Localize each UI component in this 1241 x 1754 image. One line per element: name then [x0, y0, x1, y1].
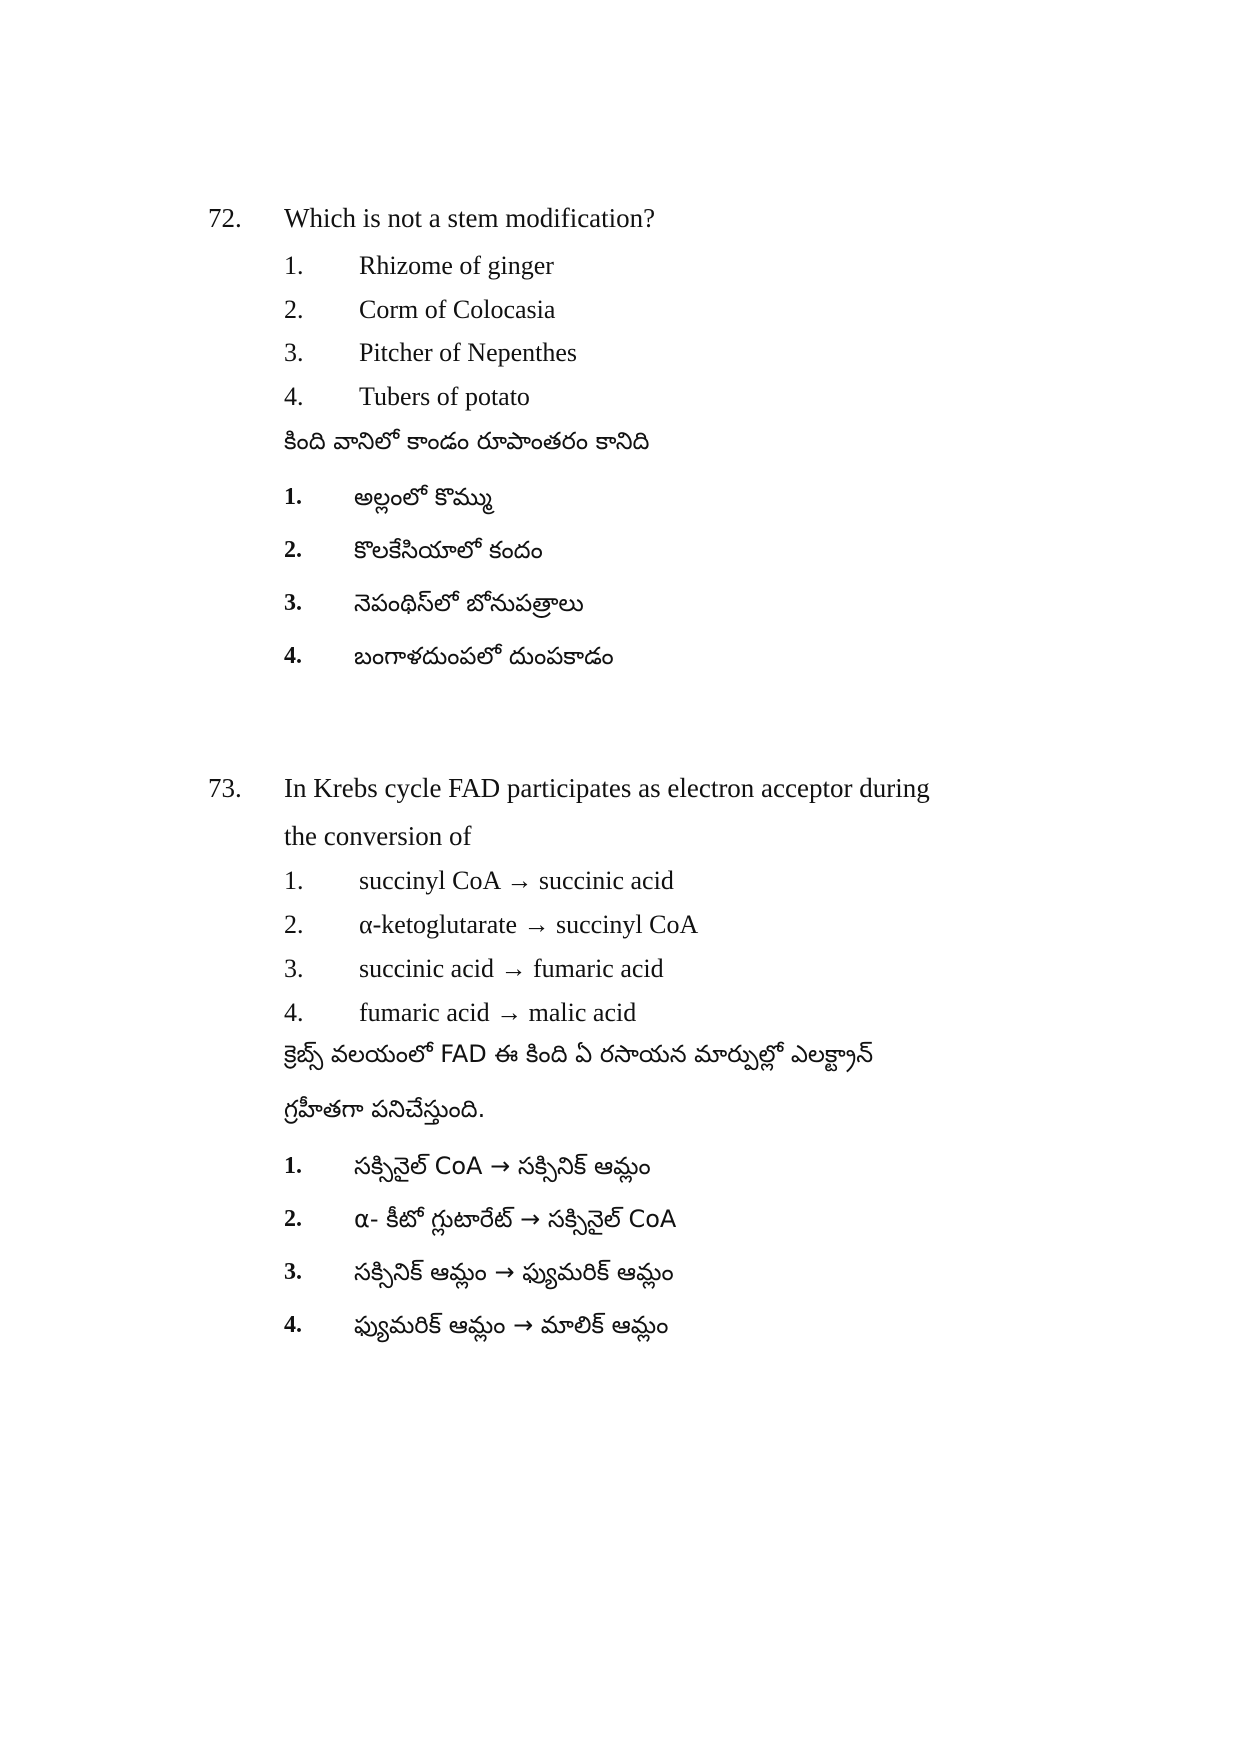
- option-number: 2.: [284, 1206, 302, 1232]
- option-number: 4.: [284, 998, 304, 1027]
- option-text: succinic acid → fumaric acid: [359, 954, 664, 983]
- option-number: 3.: [284, 338, 304, 367]
- question-text-english-line-2: the conversion of: [284, 821, 472, 851]
- option-text: α-ketoglutarate → succinyl CoA: [359, 910, 699, 939]
- option-number: 2.: [284, 537, 302, 563]
- option-text: ఫ్యుమరిక్ ఆమ్లం → మాలిక్ ఆమ్లం: [354, 1311, 669, 1339]
- option-text: succinyl CoA → succinic acid: [359, 866, 674, 895]
- option-text: Corm of Colocasia: [359, 295, 556, 324]
- option-text: సక్సినైల్ CoA → సక్సినిక్ ఆమ్లం: [354, 1152, 651, 1180]
- question-text-english: Which is not a stem modification?: [284, 203, 656, 233]
- option-text: Tubers of potato: [359, 382, 530, 411]
- option-number: 3.: [284, 590, 302, 616]
- question-text-english-line-1: In Krebs cycle FAD participates as electron acceptor during: [284, 773, 930, 803]
- option-text: fumaric acid → malic acid: [359, 998, 637, 1027]
- option-text: బంగాళదుంపలో దుంపకాడం: [354, 642, 614, 670]
- option-text: సక్సినిక్ ఆమ్లం → ఫ్యుమరిక్ ఆమ్లం: [354, 1258, 674, 1286]
- option-number: 4.: [284, 382, 304, 411]
- option-number: 1.: [284, 251, 304, 280]
- option-text: కొలకేసియాలో కందం: [354, 536, 543, 564]
- option-text: అల్లంలో కొమ్ము: [354, 483, 492, 511]
- option-number: 4.: [284, 643, 302, 669]
- option-number: 2.: [284, 910, 304, 939]
- option-number: 1.: [284, 484, 302, 510]
- question-number: 73.: [208, 773, 242, 803]
- option-number: 2.: [284, 295, 304, 324]
- question-text-telugu-line-2: గ్రహీతగా పనిచేస్తుంది.: [284, 1095, 486, 1123]
- option-text: α- కీటో గ్లుటారేట్ → సక్సినైల్ CoA: [354, 1205, 677, 1233]
- option-number: 3.: [284, 1259, 302, 1285]
- option-text: Pitcher of Nepenthes: [359, 338, 578, 367]
- question-text-telugu-line-1: క్రెబ్స్ వలయంలో FAD ఈ కింది ఏ రసాయన మార్పుల్లో ఎలక్ట్రాన్: [284, 1040, 874, 1068]
- option-text: Rhizome of ginger: [359, 251, 554, 280]
- option-number: 3.: [284, 954, 304, 983]
- option-number: 4.: [284, 1312, 302, 1338]
- question-number: 72.: [208, 203, 242, 233]
- option-number: 1.: [284, 866, 304, 895]
- question-text-telugu: కింది వానిలో కాండం రూపాంతరం కానిది: [284, 427, 650, 455]
- option-number: 1.: [284, 1153, 302, 1179]
- option-text: నెపంథిస్‌లో బోనుపత్రాలు: [354, 589, 584, 617]
